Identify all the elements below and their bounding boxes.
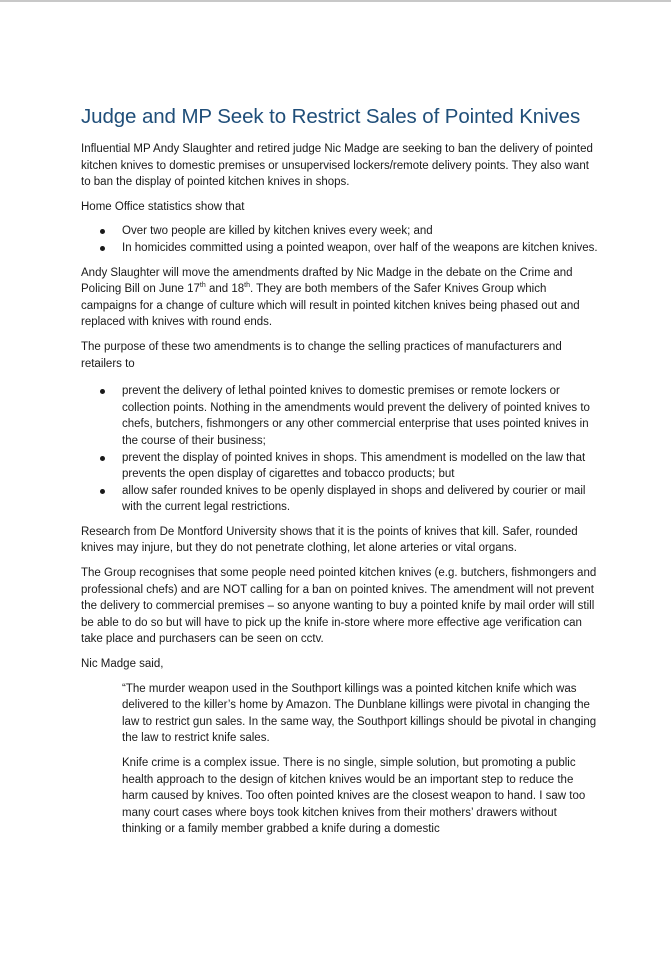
said-paragraph: Nic Madge said, [81, 658, 164, 671]
debate-text-1: Andy Slaughter will move the amendments drafted by Nic Madge in the debate on the Crime and Policing Bill on June 17 [81, 266, 573, 296]
bullet-icon [100, 489, 105, 494]
quote-paragraph-1: “The murder weapon used in the Southport killings was a pointed kitchen knife which was delivered to the killer’s home by Amazon. The Dunblane killings were pivotal in changing the law to restrict gun sales. In the same way, the Southport killings should be pivotal in changing the law to restrict knife sales. [122, 682, 597, 745]
list-item [81, 240, 599, 257]
list-item-text: Over two people are killed by kitchen knives every week; and [122, 225, 433, 238]
document-page [81, 104, 599, 846]
bullet-icon [100, 229, 105, 234]
stats-intro: Home Office statistics show that [81, 200, 245, 213]
list-item [81, 223, 599, 240]
list-item-text: In homicides committed using a pointed weapon, over half of the weapons are kitchen knives. [122, 241, 598, 254]
stats-list [81, 223, 599, 256]
list-item [81, 383, 599, 449]
research-paragraph: Research from De Montford University shows that it is the points of knives that kill. Safer, rounded knives may injure, but they do not penetrate clothing, let alone arteries or vital organs. [81, 525, 578, 555]
debate-text-2: and 18 [205, 283, 245, 296]
aims-list [81, 383, 599, 516]
list-item [81, 450, 599, 483]
group-paragraph: The Group recognises that some people need pointed kitchen knives (e.g. butchers, fishmongers and professional chefs) and are NOT calling for a ban on pointed knives. The amendment will not prevent the delivery to commercial premises – so anyone wanting to buy a pointed knife by mail order will still be able to do so but will have to pick up the knife in-store where more effective age verification can take place and purchasers can be seen on cctv. [81, 567, 597, 646]
debate-text-3: . They are both members of the Safer Knives Group which campaigns for a change of culture which will result in pointed kitchen knives being phased out and replaced with knives with round ends. [81, 283, 580, 329]
list-item [81, 483, 599, 516]
quote-paragraph-2: Knife crime is a complex issue. There is no single, simple solution, but promoting a public health approach to the design of kitchen knives would be an important step to reduce the harm caused by knives. Too often pointed knives are the closest weapon to hand. I saw too many court cases where boys took kitchen knives from their mothers’ drawers without thinking or a family member grabbed a knife during a domestic [122, 757, 586, 836]
quote-block [81, 681, 599, 838]
ordinal-suffix: th [244, 282, 250, 290]
debate-paragraph [81, 265, 599, 331]
list-item-text: prevent the delivery of lethal pointed knives to domestic premises or remote lockers or collection points. Nothing in the amendments would prevent the delivery of pointed knives to chefs, butchers, fishmongers or any other commercial enterprise that uses pointed knives in the course of their business; [122, 385, 590, 447]
page-top-border [0, 0, 671, 2]
bullet-icon [100, 389, 105, 394]
bullet-icon [100, 246, 105, 251]
page-title: Judge and MP Seek to Restrict Sales of Pointed Knives [81, 105, 581, 128]
purpose-paragraph: The purpose of these two amendments is to change the selling practices of manufacturers and retailers to [81, 340, 562, 370]
ordinal-suffix: th [199, 282, 206, 290]
intro-paragraph: Influential MP Andy Slaughter and retired judge Nic Madge are seeking to ban the delivery of pointed kitchen knives to domestic premises or unsupervised lockers/remote delivery points. They also want to ban the display of pointed kitchen knives in shops. [81, 143, 593, 189]
list-item-text: allow safer rounded knives to be openly displayed in shops and delivered by courier or mail with the current legal restrictions. [122, 484, 586, 514]
bullet-icon [100, 456, 105, 461]
list-item-text: prevent the display of pointed knives in shops. This amendment is modelled on the law that prevents the open display of cigarettes and tobacco products; but [122, 451, 586, 481]
